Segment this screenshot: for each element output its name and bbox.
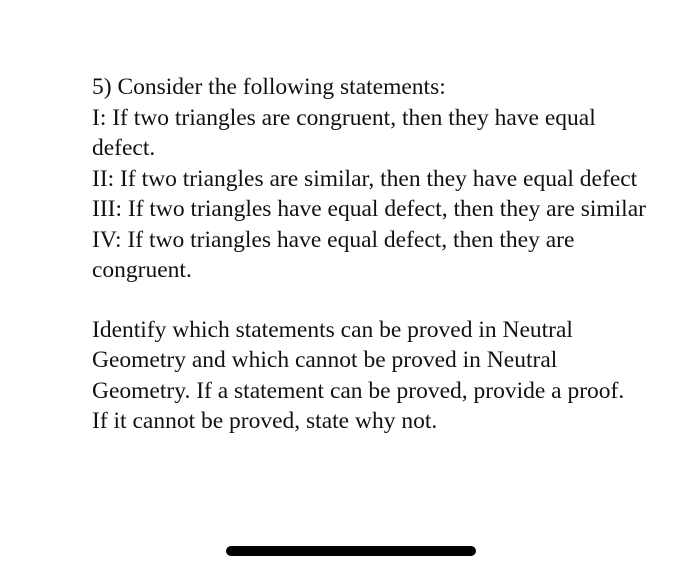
instruction-line-3: Geometry. If a statement can be proved, provide a proof. [92, 377, 625, 404]
problem-heading: 5) Consider the following statements: [92, 74, 446, 100]
instruction-line-1: Identify which statements can be proved in Neutral [92, 316, 573, 343]
statement-iii: III: If two triangles have equal defect, then they are similar [92, 196, 646, 222]
problem-text [92, 72, 700, 437]
instruction-line-4: If it cannot be proved, state why not. [92, 408, 438, 434]
statement-iv-continued: congruent. [92, 257, 192, 283]
statement-ii: II: If two triangles are similar, then they have equal defect [92, 165, 638, 192]
statement-i-continued: defect. [92, 135, 156, 161]
statement-iv: IV: If two triangles have equal defect, then they are [92, 226, 575, 253]
paragraph-gap [92, 286, 700, 315]
instruction-line-2: Geometry and which cannot be proved in Neutral [92, 347, 558, 373]
home-indicator-bar[interactable] [226, 546, 476, 556]
statement-i: I: If two triangles are congruent, then they have equal [92, 104, 596, 131]
